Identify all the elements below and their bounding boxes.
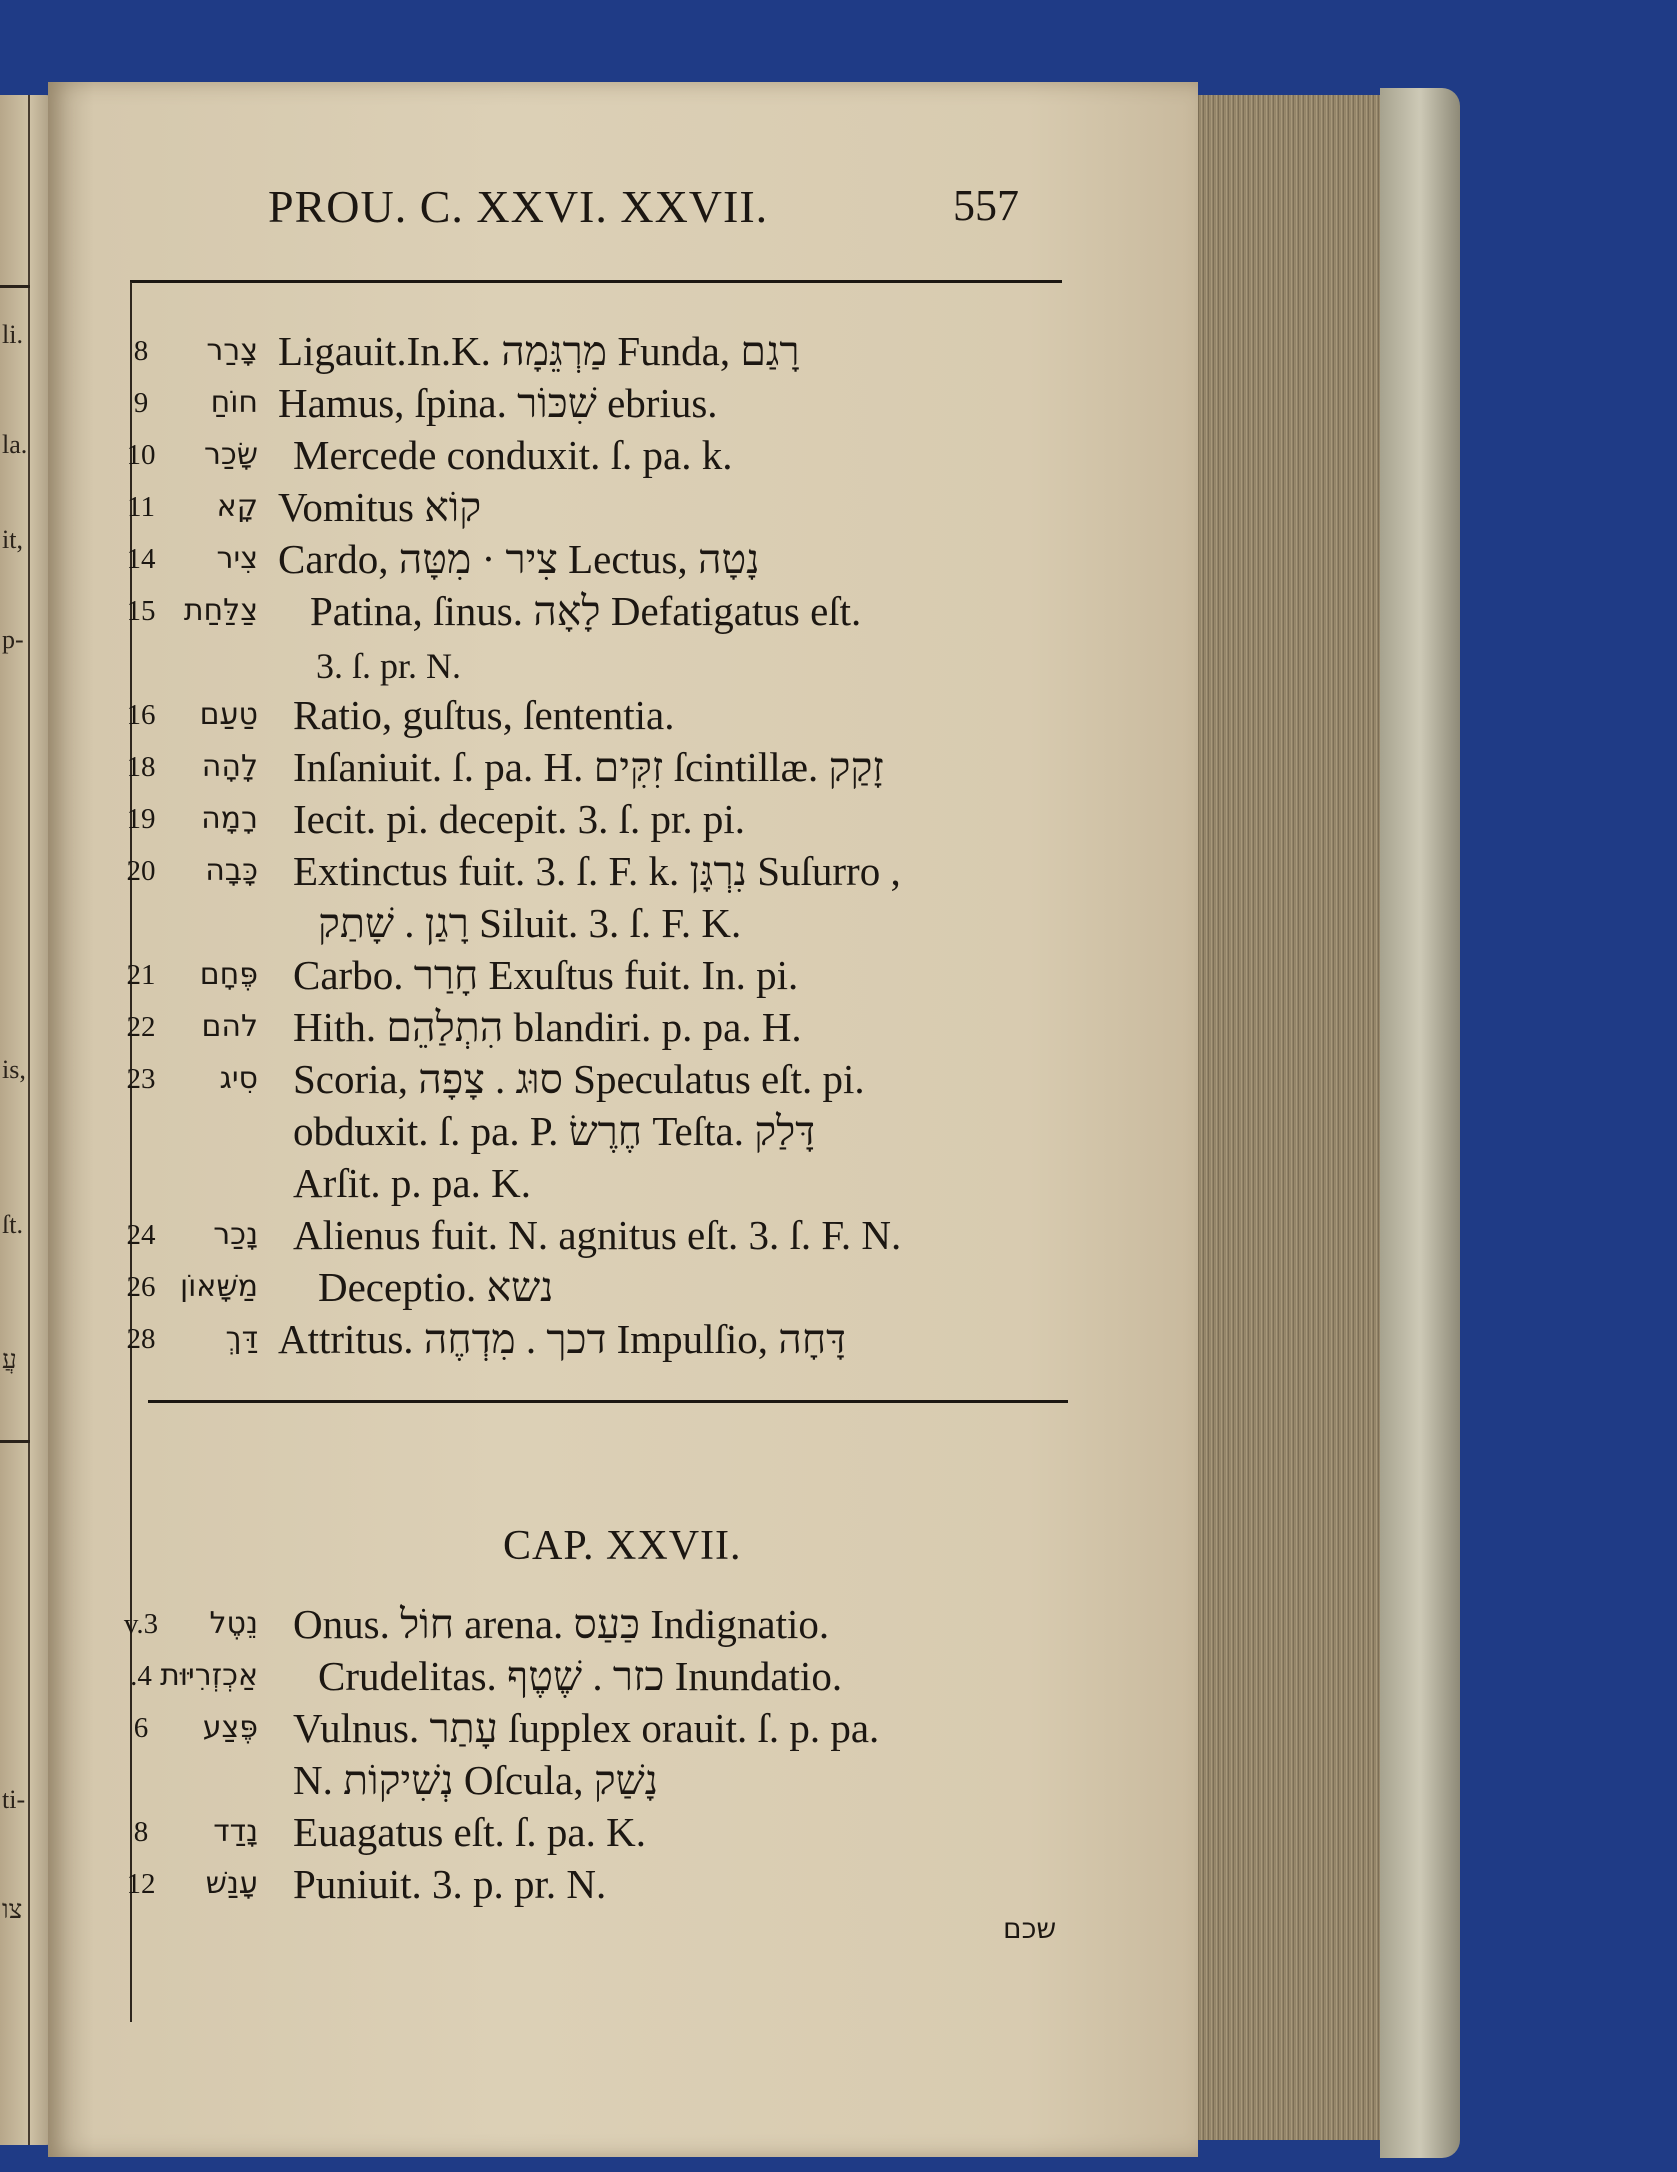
gloss-text: Attritus. דכך . מִדְחֶה Impulſio, דָּחָה: [278, 1316, 846, 1362]
book-cover: [1380, 88, 1460, 2158]
left-fragment: it,: [2, 525, 23, 554]
chapter-divider: [148, 1400, 1068, 1403]
verse-number: 9: [133, 387, 149, 419]
hebrew-root: צַלַּחַת: [183, 593, 258, 628]
gloss-text: Cardo, צִיר · מִטָּה Lectus, נָטָה: [278, 536, 760, 582]
gloss-text: Scoria, סוּג . צָפָה Speculatus eſt. pi.: [293, 1056, 865, 1102]
hebrew-root: נָדַד: [213, 1814, 258, 1849]
gloss-text: Hamus, ſpina. שִׁכּוֹר ebrius.: [278, 380, 718, 426]
gloss-text: Euagatus eſt. ſ. pa. K.: [293, 1809, 646, 1855]
entry-row: [48, 1159, 1198, 1209]
gloss-text: Hith. הִתְלַהֵם blandiri. p. pa. H.: [293, 1004, 802, 1050]
verse-number: 15: [126, 595, 156, 627]
entry-row: [48, 691, 1198, 741]
entry-row: [48, 1704, 1198, 1754]
left-fragment: la.: [2, 430, 28, 459]
entry-row: [48, 1808, 1198, 1858]
page-number: 557: [953, 181, 1019, 230]
verse-number: 19: [126, 803, 156, 835]
hebrew-root: רָמָה: [201, 801, 258, 836]
left-page-dash: [0, 285, 30, 288]
gloss-text: Ratio, guſtus, ſententia.: [293, 692, 675, 738]
hebrew-root: חוֹחַ: [210, 385, 258, 420]
hebrew-root: אַכְזְרִיּוּת: [160, 1658, 258, 1693]
hebrew-root: נָכַר: [213, 1217, 258, 1252]
verse-number: 22: [126, 1011, 156, 1043]
left-page-dash: [0, 1440, 30, 1443]
left-page-edge: [0, 95, 54, 2145]
entry-row: [48, 1652, 1198, 1702]
entry-row: [48, 535, 1198, 585]
hebrew-root: נֵטֶל: [209, 1606, 258, 1641]
catchword: שכם: [1003, 1912, 1057, 1945]
gloss-continuation: רָגַן . שָׁתַק Siluit. 3. ſ. F. K.: [318, 900, 742, 946]
gloss-text: Vomitus קוֹא: [278, 484, 482, 530]
entry-row: [48, 1860, 1198, 1910]
entry-row: [48, 951, 1198, 1001]
entry-row: [48, 587, 1198, 637]
verse-number: .4: [130, 1660, 152, 1692]
verse-number: 28: [126, 1323, 156, 1355]
entry-row: [48, 795, 1198, 845]
hebrew-root: להם: [201, 1009, 258, 1044]
left-fragment: ſt.: [2, 1210, 23, 1239]
entry-row: [48, 1003, 1198, 1053]
gloss-text: Deceptio. נשא: [318, 1264, 554, 1310]
gloss-text: Carbo. חָרַר Exuſtus fuit. In. pi.: [293, 952, 799, 998]
header-rule: [130, 280, 1062, 283]
left-fragment: ti-: [2, 1785, 26, 1814]
entry-row: [48, 1263, 1198, 1313]
hebrew-root: מַשָּׁאוֹן: [179, 1269, 258, 1304]
hebrew-root: סִיג: [219, 1061, 258, 1096]
gloss-text: Crudelitas. כזר . שֶׁטֶף Inundatio.: [318, 1653, 843, 1699]
hebrew-root: פֶּצַע: [202, 1710, 258, 1745]
hebrew-root: צִיר: [216, 541, 258, 576]
entry-row: [48, 899, 1198, 949]
hebrew-root: צָרַר: [206, 333, 258, 368]
entry-row: [48, 379, 1198, 429]
verse-number: 11: [127, 491, 155, 523]
verse-number: 24: [126, 1219, 156, 1251]
entry-row: [48, 1107, 1198, 1157]
hebrew-root: פֶּחָם: [199, 957, 258, 992]
left-fragment: li.: [2, 320, 23, 349]
verse-number: 23: [126, 1063, 156, 1095]
hebrew-root: כָּבָה: [205, 853, 258, 888]
hebrew-root: דַּךְ: [225, 1321, 258, 1356]
left-fragment: p-: [2, 625, 24, 654]
gloss-continuation: N. נְשִׁיקוֹת Oſcula, נָשַׁק: [293, 1757, 659, 1803]
gloss-text: Ligauit.In.K. מַרְגֵּמָה Funda, רָגַם: [278, 328, 800, 374]
verse-number: 14: [126, 543, 156, 575]
chapter-title: CAP. XXVII.: [503, 1523, 742, 1569]
gloss-text: Mercede conduxit. ſ. pa. k.: [293, 432, 733, 478]
entry-row: [48, 483, 1198, 533]
left-page-rule: [28, 95, 30, 2145]
entry-row: [48, 743, 1198, 793]
verse-number: 8: [133, 1816, 149, 1848]
gloss-continuation: obduxit. ſ. pa. P. חֶרֶשׂ Teſta. דָּלַק: [293, 1108, 816, 1154]
gloss-continuation: 3. ſ. pr. N.: [316, 646, 462, 686]
book-page: [48, 82, 1198, 2157]
hebrew-root: עָנַשׁ: [205, 1866, 258, 1901]
entry-row: [48, 1055, 1198, 1105]
hebrew-root: לָהָה: [201, 749, 258, 784]
gloss-text: Alienus fuit. N. agnitus eſt. 3. ſ. F. N.: [293, 1212, 902, 1258]
gloss-text: Iecit. pi. decepit. 3. ſ. pr. pi.: [293, 796, 746, 842]
entry-row: [48, 1211, 1198, 1261]
verse-number: v.3: [123, 1608, 159, 1640]
entry-row: [48, 327, 1198, 377]
verse-number: 6: [133, 1712, 149, 1744]
hebrew-root: טַעַם: [199, 697, 258, 732]
left-fragment: עֲ: [2, 1345, 17, 1374]
verse-number: 8: [133, 335, 149, 367]
entry-row: [48, 1756, 1198, 1806]
gloss-text: Onus. חוֹל arena. כַּעַס Indignatio.: [293, 1601, 830, 1647]
gloss-text: Extinctus fuit. 3. ſ. F. k. נִרְגָּן Suſurro ,: [293, 848, 901, 894]
gloss-text: Puniuit. 3. p. pr. N.: [293, 1861, 607, 1907]
hebrew-root: שָׂכַר: [203, 437, 258, 472]
running-title: PROU. C. XXVI. XXVII.: [268, 181, 769, 232]
left-fragment: is,: [2, 1055, 26, 1084]
entry-row: [48, 431, 1198, 481]
verse-number: 26: [126, 1271, 156, 1303]
verse-number: 16: [126, 699, 156, 731]
left-fragment: צו: [2, 1895, 23, 1924]
verse-number: 18: [126, 751, 156, 783]
gloss-text: Patina, ſinus. לָאָה Defatigatus eſt.: [310, 588, 862, 634]
entry-row: [48, 1600, 1198, 1650]
entry-row: [48, 639, 1198, 689]
gloss-continuation: Arſit. p. pa. K.: [293, 1160, 531, 1206]
verse-number: 20: [126, 855, 156, 887]
verse-number: 10: [126, 439, 156, 471]
hebrew-root: קָא: [216, 489, 258, 524]
gloss-text: Vulnus. עָתַר ſupplex orauit. ſ. p. pa.: [293, 1705, 880, 1751]
entry-row: [48, 1315, 1198, 1365]
verse-number: 12: [126, 1868, 156, 1900]
gloss-text: Inſaniuit. ſ. pa. H. זִקִּים ſcintillæ. זָקַק: [293, 744, 884, 790]
entry-row: [48, 847, 1198, 897]
verse-number: 21: [126, 959, 156, 991]
